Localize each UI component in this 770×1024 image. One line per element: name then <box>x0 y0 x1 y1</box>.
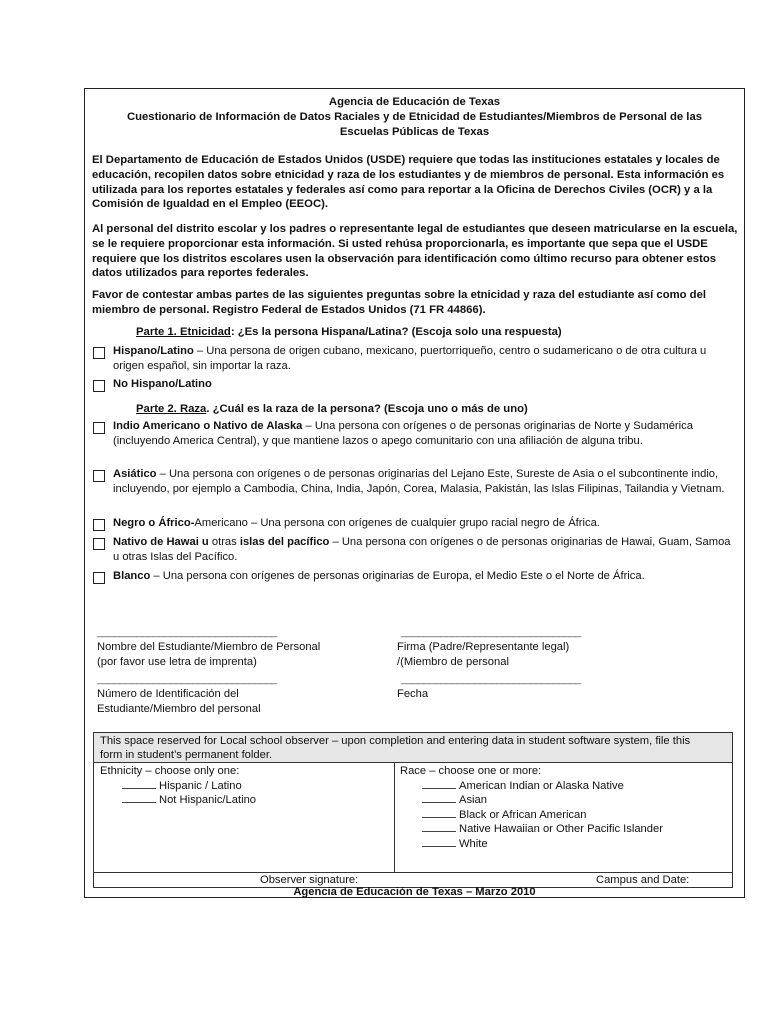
ethnicity-title: Ethnicity – choose only one: <box>100 765 240 777</box>
checkbox-indio-americano[interactable] <box>93 422 105 434</box>
option-hispano: Hispano/Latino – Una persona de origen cubano, mexicano, puertorriqueño, centro o sudamericano o de otra cultura u origen español, sin importar la raza. <box>113 345 707 372</box>
campus-date-label[interactable]: Campus and Date: <box>596 874 690 886</box>
observer-signature-label[interactable]: Observer signature: <box>260 874 359 886</box>
form-frame <box>84 88 745 898</box>
form-title-line1: Cuestionario de Información de Datos Raciales y de Etnicidad de Estudiantes/Miembros de Personal de las <box>126 111 703 123</box>
option-negro: Negro o Áfrico-Americano – Una persona con orígenes de cualquier grupo racial negro de África. <box>113 517 600 529</box>
student-name-label: Nombre del Estudiante/Miembro de Personal (por favor use letra de imprenta) <box>97 641 321 668</box>
option-asiatico: Asiático – Una persona con orígenes o de personas originarias del Lejano Este, Sureste de Asia o el subcontinente indio, incluyendo, por ejemplo a Cambodia, China, India, Japón, Corea, Malasia, Pakistán, las Islas Filipinas, Tailandia y Vietnam. <box>113 468 725 495</box>
signature-line[interactable]: ________________________________ <box>401 626 581 638</box>
observer-divider <box>394 763 395 873</box>
race-section <box>400 764 663 851</box>
option-indio-americano: Indio Americano o Nativo de Alaska – Una persona con orígenes o de personas originarias de Norte y Sudamérica (incluyendo America Central), y que mantiene lazos o apego comunitario con una afiliación de alguna tribu. <box>113 420 693 447</box>
ethnicity-option-not-hispanic[interactable]: Not Hispanic/Latino <box>100 793 256 808</box>
checkbox-no-hispano[interactable] <box>93 380 105 392</box>
student-id-line[interactable]: ________________________________ <box>97 673 277 685</box>
part1-label: Parte 1. Etnicidad <box>136 326 231 338</box>
checkbox-negro[interactable] <box>93 519 105 531</box>
ethnicity-option-hispanic[interactable]: Hispanic / Latino <box>100 779 256 794</box>
race-title: Race – choose one or more: <box>400 765 542 777</box>
checkbox-hispano[interactable] <box>93 347 105 359</box>
date-label: Fecha <box>397 688 429 700</box>
ethnicity-section <box>100 764 256 808</box>
race-option-white[interactable]: White <box>400 837 663 852</box>
form-title-line2: Escuelas Públicas de Texas <box>339 126 490 138</box>
option-no-hispano: No Hispano/Latino <box>113 378 212 390</box>
student-id-label: Número de Identificación del Estudiante/Miembro del personal <box>97 688 261 715</box>
option-nativo-hawai: Nativo de Hawai u otras islas del pacífico – Una persona con orígenes o de personas originarias de Hawai, Guam, Samoa u otras Islas del Pacífico. <box>113 536 731 563</box>
part2-question: . ¿Cuál es la raza de la persona? (Escoja uno o más de uno) <box>206 403 528 415</box>
date-line[interactable]: ________________________________ <box>401 673 581 685</box>
footer-text: Agencia de Educación de Texas – Marzo 2010 <box>293 886 536 898</box>
observer-note: This space reserved for Local school observer – upon completion and entering data in student software system, file this form in student’s permanent folder. <box>100 735 691 761</box>
intro-paragraph-3: Favor de contestar ambas partes de las siguientes preguntas sobre la etnicidad y raza del estudiante así como del miembro de personal. Registro Federal de Estados Unidos (71 FR 44866). <box>92 289 707 316</box>
part1-question: : ¿Es la persona Hispana/Latina? (Escoja solo una respuesta) <box>230 326 562 338</box>
checkbox-asiatico[interactable] <box>93 470 105 482</box>
part1-heading <box>136 325 562 339</box>
race-option-american-indian[interactable]: American Indian or Alaska Native <box>400 779 663 794</box>
intro-paragraph-1: El Departamento de Educación de Estados Unidos (USDE) requiere que todas las instituciones estatales y locales de educación, recopilen datos sobre etnicidad y raza de los estudiantes y de miembros de personal. Esta información es utilizada para los reportes estatales y federales así como para reportar a la Oficina de Derechos Civiles (OCR) y a la Comisión de Igualdad en el Empleo (EEOC). <box>92 154 725 211</box>
observer-box <box>93 732 733 888</box>
agency-title: Agencia de Educación de Texas <box>328 96 501 108</box>
part2-heading <box>136 402 528 416</box>
part2-label: Parte 2. Raza <box>136 403 207 415</box>
intro-paragraph-2: Al personal del distrito escolar y los padres o representante legal de estudiantes que deseen matricularse en la escuela, se le requiere proporcionar esta información. Si usted rehúsa proporcionarla, es importante que sepa que el USDE requiere que los distritos escolares usen la observación para identificación como último recurso para obtener estos datos utilizados para reportes federales. <box>92 223 738 280</box>
race-option-native-hawaiian[interactable]: Native Hawaiian or Other Pacific Islander <box>400 822 663 837</box>
race-option-black[interactable]: Black or African American <box>400 808 663 823</box>
option-blanco: Blanco – Una persona con orígenes de personas originarias de Europa, el Medio Este o el Norte de África. <box>113 570 645 582</box>
student-name-line[interactable]: ________________________________ <box>97 626 277 638</box>
checkbox-blanco[interactable] <box>93 572 105 584</box>
observer-note-bar <box>94 733 732 763</box>
race-option-asian[interactable]: Asian <box>400 793 663 808</box>
signature-label: Firma (Padre/Representante legal) /(Miembro de personal <box>397 641 570 668</box>
checkbox-nativo-hawai[interactable] <box>93 538 105 550</box>
